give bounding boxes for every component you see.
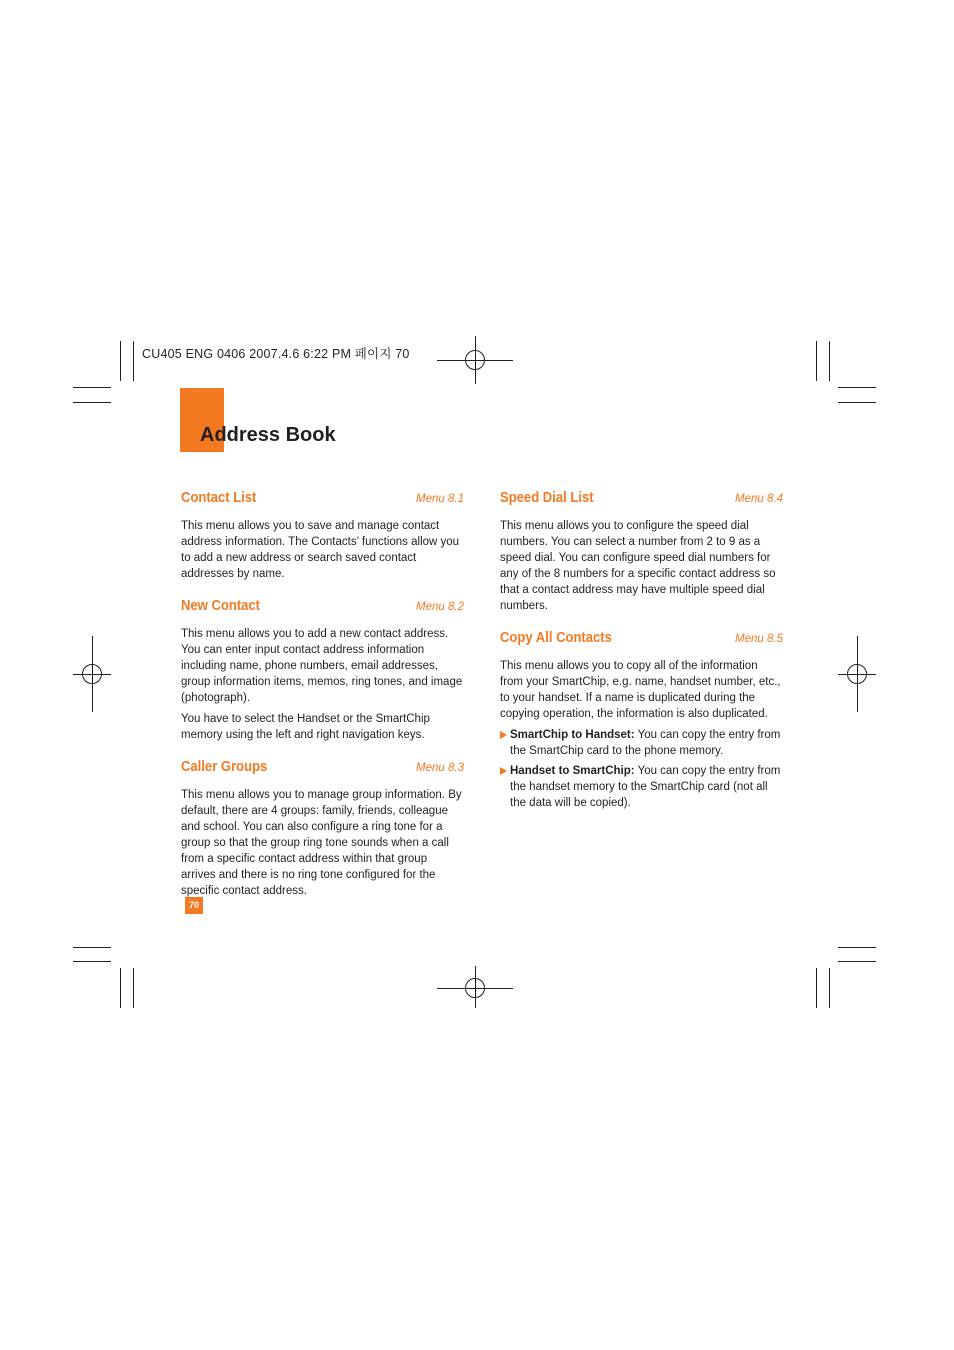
section-title: Contact List [181, 490, 257, 506]
menu-number: Menu 8.1 [416, 493, 464, 505]
section-title: Speed Dial List [500, 490, 594, 506]
page-number: 70 [185, 897, 203, 914]
bullet-label: Handset to SmartChip: [510, 765, 635, 777]
bullet-item [500, 727, 783, 759]
right-column [500, 490, 783, 827]
section-text: This menu allows you to save and manage contact address information. The Contacts’ functions allow you to add a new address or search saved contact addresses by name. [181, 520, 460, 580]
section-new-contact [181, 598, 464, 743]
section-title: Caller Groups [181, 759, 268, 775]
section-text: This menu allows you to add a new contact address. You can enter input contact address information including name, phone numbers, email addresses, group information items, memos, ring tones, and image (photograph). [181, 628, 463, 704]
section-text: This menu allows you to configure the speed dial numbers. You can select a number from 2 to 9 as a speed dial. You can configure speed dial numbers for any of the 8 numbers for a specific contact address so that a contact address may have multiple speed dial numbers. [500, 520, 776, 612]
section-copy-all-contacts [500, 630, 783, 811]
menu-number: Menu 8.2 [416, 601, 464, 613]
triangle-bullet-icon [500, 767, 507, 775]
section-text: This menu allows you to copy all of the information from your SmartChip, e.g. name, handset number, etc., to your handset. If a name is duplicated during the copying operation, the information is also duplicated. [500, 660, 781, 720]
section-text: This menu allows you to manage group information. By default, there are 4 groups: family, friends, colleague and school. You can also configure a ring tone for a group so that the group ring tone sounds when a call from a specific contact address within that group arrives and there is no ring tone configured for the specific contact address. [181, 789, 462, 897]
section-title: New Contact [181, 598, 261, 614]
section-caller-groups [181, 759, 464, 899]
bullet-item [500, 763, 783, 811]
section-speed-dial-list [500, 490, 783, 614]
menu-number: Menu 8.4 [735, 493, 783, 505]
section-contact-list [181, 490, 464, 582]
triangle-bullet-icon [500, 731, 507, 739]
menu-number: Menu 8.3 [416, 762, 464, 774]
bullet-text: You can copy the entry from the handset memory to the SmartChip card (not all the data will be copied). [510, 765, 781, 809]
section-text: You have to select the Handset or the SmartChip memory using the left and right navigation keys. [181, 713, 430, 741]
menu-number: Menu 8.5 [735, 633, 783, 645]
page-title: Address Book [200, 424, 336, 446]
left-column [181, 490, 464, 915]
print-slug: CU405 ENG 0406 2007.4.6 6:22 PM 페이지 70 [142, 347, 410, 361]
bullet-text: You can copy the entry from the SmartChip card to the phone memory. [510, 729, 781, 757]
bullet-label: SmartChip to Handset: [510, 729, 635, 741]
section-title: Copy All Contacts [500, 630, 612, 646]
